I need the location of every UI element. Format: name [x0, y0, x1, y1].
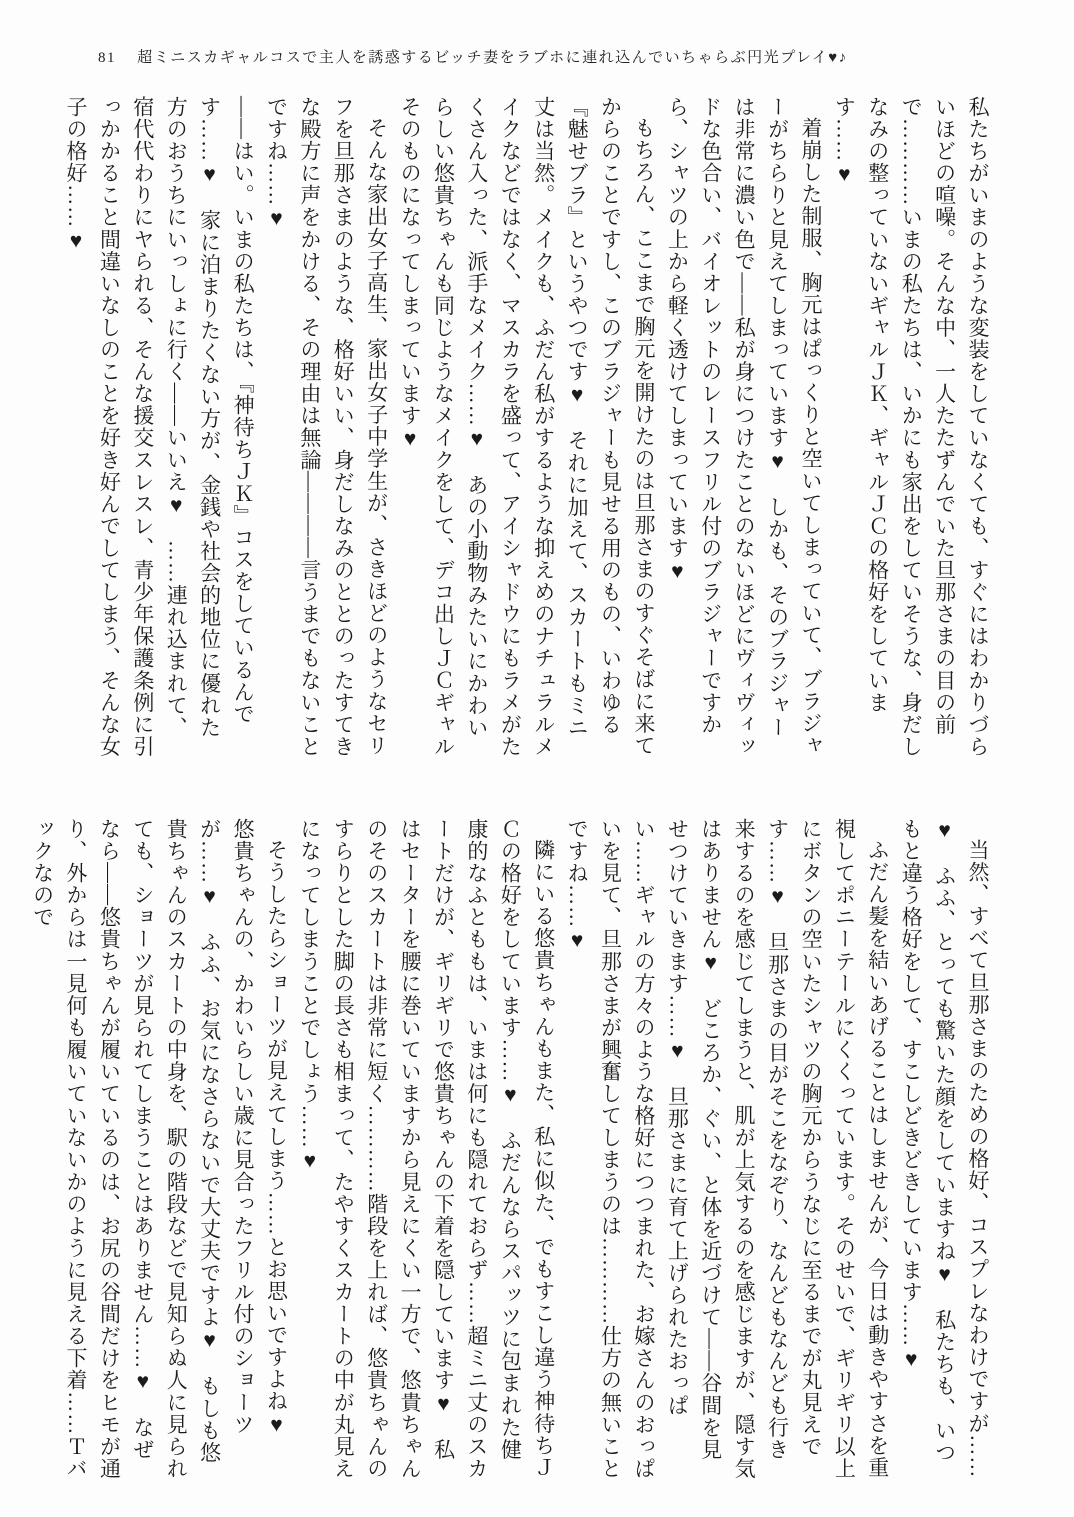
- paragraph-bottom-2: ふだん髪を結いあげることはしませんが、今日は動きやすさを重視してポニーテールにくくっています。そのせいで、ギリギリ以上にボタンの空いたシャツの胸元からうなじに至るまでが丸見えです……♥ 旦那さまの目がそこをなぞり、なんどもなんども行き来するのを感じてしまうと、肌が上気するのを感じますが、隠す気はありません♥ どころか、ぐい、と体を近づけて――谷間を見せつけていきます……♥ 旦那さまに育て上げられたおっぱい……ギャルの方々のような格好につつまれた、お嫁さんのおっぱいを見て、旦那さまが興奮してしまうのは…………仕方の無いことですね……♥: [565, 818, 890, 1480]
- header-title: 超ミニスカギャルコスで主人を誘惑するビッチ妻をラブホに連れ込んでいちゃらぶ円光プレイ♥♪: [137, 50, 848, 66]
- page-header: [98, 46, 848, 67]
- paragraph-bottom-3: 隣にいる悠貴ちゃんもまた、私に似た、でもすこし違う神待ちＪＣの格好をしています……♥ ふだんならスパッツに包まれた健康的なふとももは、いまは何にも隠れておらず……超ミニ丈のスカートだけが、ギリギリで悠貴ちゃんの下着を隠しています♥ 私はセーターを腰に巻いていますから見えにくい一方で、悠貴ちゃんのそのスカートは非常に短く…………階段を上れば、悠貴ちゃんのすらりとした脚の長さも相まって、たやすくスカートの中が丸見えになってしまうことでしょう……♥: [297, 818, 556, 1480]
- text-block-top: [59, 96, 994, 758]
- paragraph-top-1: 私たちがいまのような変装をしていなくても、すぐにはわかりづらいほどの喧噪。そんな中、一人たたずんでいた旦那さまの目の前で…………いまの私たちは、いかにも家出をしていそうな、身だしなみの整っていないギャルＪＫ、ギャルＪＣの格好をしています……♥: [832, 96, 990, 758]
- paragraph-top-2: 着崩した制服、胸元はぱっくりと空いてしまっていて、ブラジャーがちらりと見えてしまっています♥ しかも、そのブラジャーは非常に濃い色で――私が身につけたことのないほどにヴィヴィッドな色合い、バイオレットのレースフリル付のブラジャーですから、シャツの上から軽く透けてしまっています♥: [665, 96, 823, 758]
- text-block-bottom: [25, 818, 994, 1480]
- paragraph-top-5: ――はい。いまの私たちは、『神待ちＪＫ』コスをしているんです……♥ 家に泊まりたくない方が、金銭や社会的地位に優れた方のおうちにいっしょに行く――いいえ♥ ……連れ込まれて、宿代代わりにヤられる、そんな援交スレスレ、青少年保護条例に引っかかること間違いなしのことを好き好んでしてしまう、そんな女子の格好……♥: [64, 96, 256, 758]
- paragraph-bottom-1: 当然、すべて旦那さまのための格好、コスプレなわけですが……♥ ふふ、とっても驚いた顔をしていますね♥ 私たちも、いつもと違う格好をして、すこしどきどきしています……♥: [899, 818, 990, 1479]
- page-number: 81: [98, 50, 116, 66]
- paragraph-top-4: そんな家出女子高生、家出女子中学生が、さきほどのようなセリフを旦那さまのような、格好いい、身だしなみのととのったすてきな殿方に声をかける、その理由は無論――――言うまでもないことですね……♥: [264, 96, 389, 758]
- paragraph-top-3: もちろん、ここまで胸元を開けたのは旦那さまのすぐそばに来てからのことですし、このブラジャーも見せる用のもの、いわゆる『魅せブラ』というやつです♥ それに加えて、スカートもミニ丈は当然。メイクも、ふだん私がするような抑えめのナチュラルメイクなどではなく、マスカラを盛って、アイシャドウにもラメがたくさん入った、派手なメイク……♥ あの小動物みたいにかわいらしい悠貴ちゃんも同じようなメイクをして、デコ出しＪＣギャルそのものになってしまっています♥: [398, 96, 656, 758]
- paragraph-bottom-4: そうしたらショーツが見えてしまう……とお思いですよね♥ 悠貴ちゃんの、かわいらしい歳に見合ったフリル付のショーツが……♥ ふふ、お気になさらないで大丈夫ですよ♥ もしも悠貴ちゃんのスカートの中身を、駅の階段などで見知らぬ人に見られても、ショーツが見られてしまうことはありません……♥ なぜなら――悠貴ちゃんが履いているのは、お尻の谷間だけをヒモが通り、外からは一見何も履いていないかのように見える下着……Ｔバックなので: [30, 818, 289, 1480]
